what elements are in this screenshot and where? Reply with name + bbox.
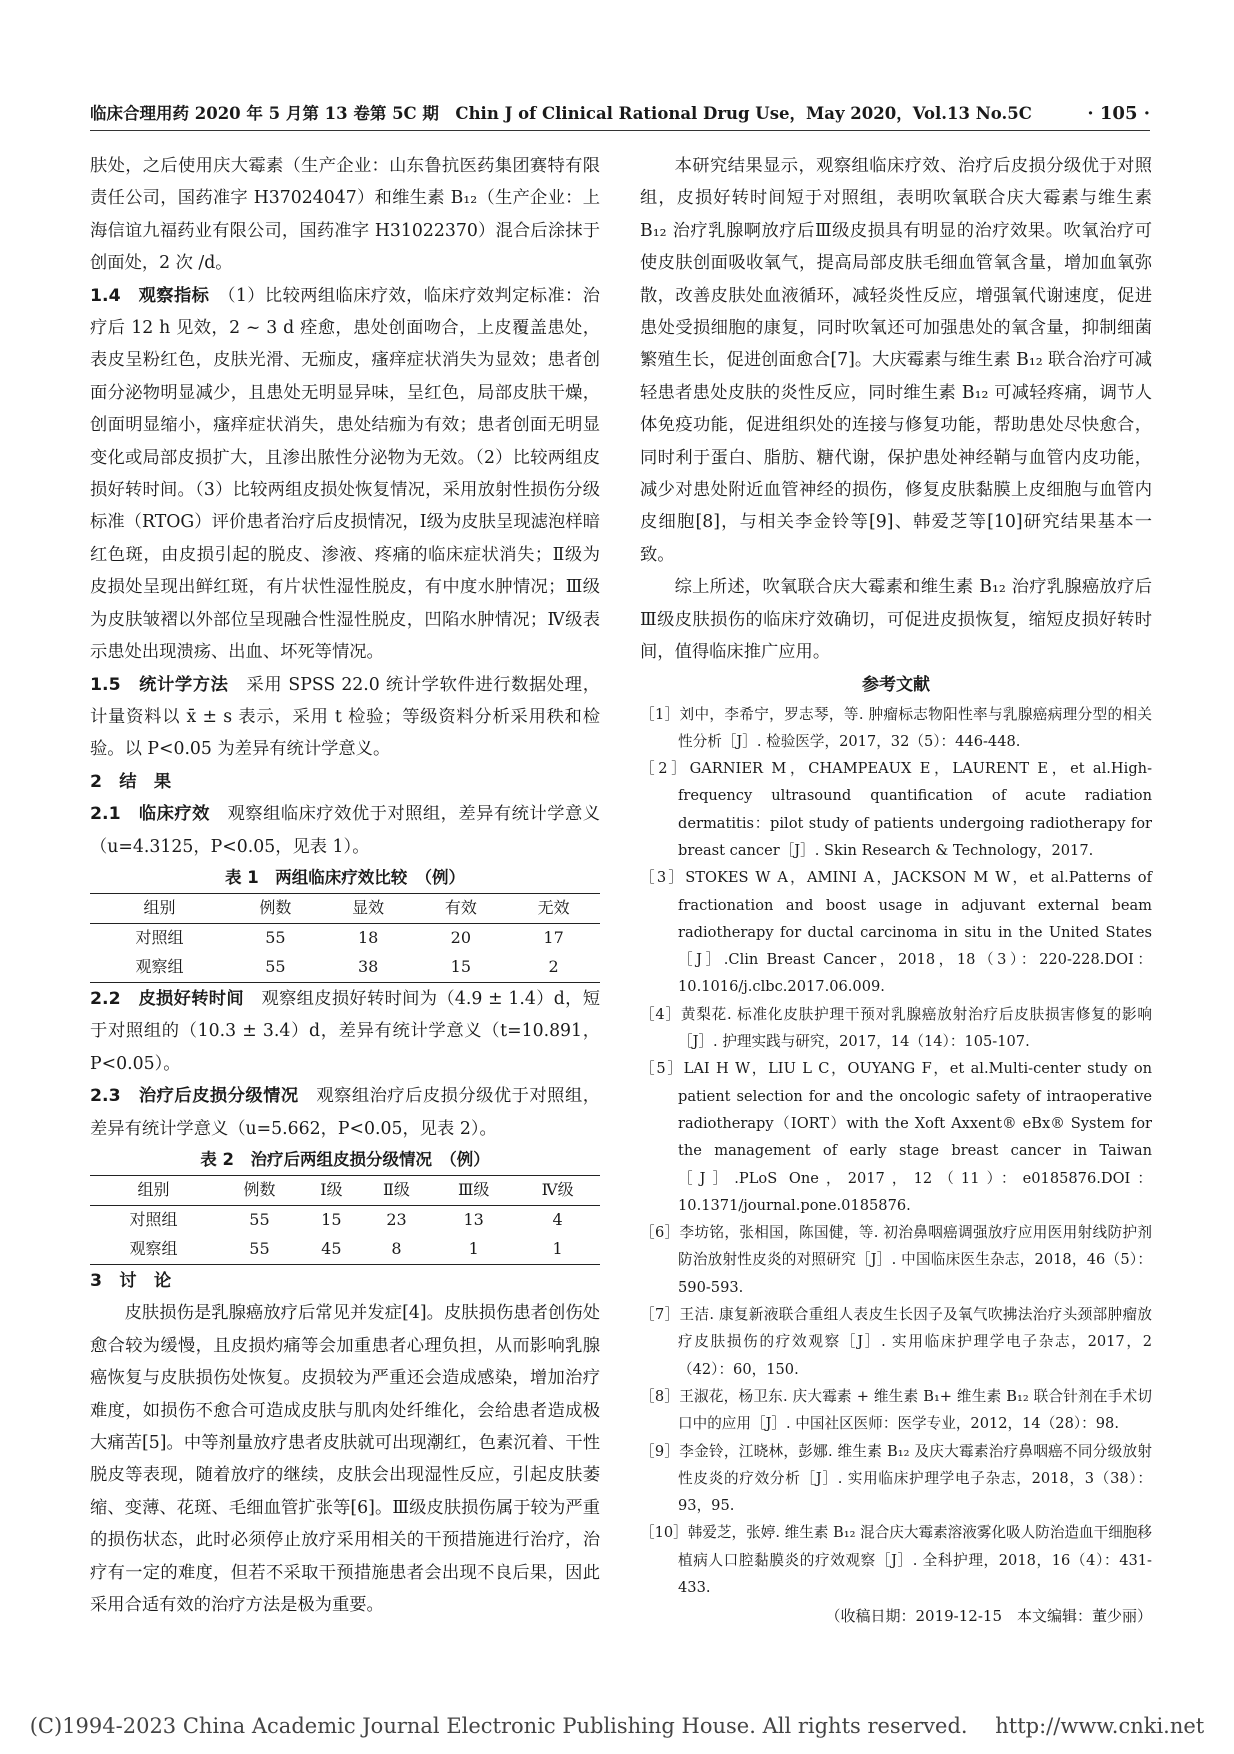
table-cell: 20 (450, 928, 472, 948)
discussion-paragraph: 本研究结果显示，观察组临床疗效、治疗后皮损分级优于对照组，皮损好转时间短于对照组，表明吹氧联合庆大霉素与维生素 B₁₂ 治疗乳腺啊放疗后Ⅲ级皮损具有明显的治疗效果。吹氧治疗可使皮肤创面吸收氧气，提高局部皮肤毛细血管氧含量，增加血氧弥散，改善皮肤处血液循环，减轻炎性反应，增强氧代谢速度，促进患处受损细胞的康复，同时吹氧还可加强患处的氧含量，抑制细菌繁殖生长，促进创面愈合[7]。大庆霉素与维生素 B₁₂ 联合治疗可减轻患者患处皮肤的炎性反应，同时维生素 B₁₂ 可减轻疼痛，调节人体免疫功能，促进组织处的连接与修复功能，帮助患处尽快愈合，同时利于蛋白、脂肪、糖代谢，保护患处神经鞘与血管内皮功能，减少对患处附近血管神经的损伤，修复皮肤黏膜上皮细胞与血管内皮细胞[8]，与相关李金铃等[9]、韩爱芝等[10]研究结果基本一致。 (640, 156, 1152, 565)
table-cell: 1 (468, 1239, 479, 1259)
table-2 (90, 1175, 600, 1265)
section-1-5-body: 采用 SPSS 22.0 统计学软件进行数据处理，计量资料以 x̄ ± s 表示，采用 t 检验；等级资料分析采用秩和检验。以 P<0.05 为差异有统计学意义。 (90, 674, 600, 760)
table-row (90, 953, 600, 983)
table-header-row (90, 1175, 600, 1205)
table-cell: 15 (450, 957, 472, 977)
references-title: 参考文献 (862, 674, 930, 695)
reference-item: ［10］韩爱芝，张婷. 维生素 B₁₂ 混合庆大霉素溶液雾化吸人防治造血干细胞移植病人口腔黏膜炎的疗效观察［J］. 全科护理，2018，16（4）：431-433. (640, 1524, 1152, 1596)
table-cell: 2 (548, 957, 559, 977)
table-1 (90, 893, 600, 983)
reference-item: ［6］李坊铭，张相国，陈国健，等. 初治鼻咽癌调强放疗应用医用射线防护剂防治放射性皮炎的对照研究［J］. 中国临床医生杂志，2018，46（5）：590-593. (640, 1224, 1152, 1296)
copyright-footer: (C)1994-2023 China Academic Journal Electronic Publishing House. All rights reserved. http://www.cnki.net (29, 1714, 1205, 1738)
method-paragraph: 肤处，之后使用庆大霉素（生产企业：山东鲁抗医药集团赛特有限责任公司，国药准字 H37024047）和维生素 B₁₂（生产企业：上海信谊九福药业有限公司，国药准字 H31022370）混合后涂抹于创面处，2 次 /d。 (90, 156, 600, 274)
table-header-cell: 例数 (217, 1175, 302, 1205)
right-column (640, 150, 1152, 1631)
table-header-cell: 显效 (322, 893, 415, 923)
table-header-cell: 无效 (507, 893, 600, 923)
table-cell: 4 (552, 1210, 563, 1230)
section-2-title: 2 结 果 (90, 771, 172, 792)
table-header-cell: Ⅰ级 (302, 1175, 361, 1205)
table-row (90, 923, 600, 953)
reference-item: ［8］王淑花，杨卫东. 庆大霉素 + 维生素 B₁+ 维生素 B₁₂ 联合针剂在手术切口中的应用［J］. 中国社区医师：医学专业，2012，14（28）：98. (640, 1387, 1152, 1433)
discussion-paragraph: 皮肤损伤是乳腺癌放疗后常见并发症[4]。皮肤损伤患者创伤处愈合较为缓慢，且皮损灼痛等会加重患者心理负担，从而影响乳腺癌恢复与皮肤损伤处恢复。皮损较为严重还会造成感染，增加治疗难度，如损伤不愈合可造成皮肤与肌肉处纤维化，会给患者造成极大痛苦[5]。中等剂量放疗患者皮肤就可出现潮红，色素沉着、干性脱皮等表现，随着放疗的继续，皮肤会出现湿性反应，引起皮肤萎缩、变薄、花斑、毛细血管扩张等[6]。Ⅲ级皮肤损伤属于较为严重的损伤状态，此时必须停止放疗采用相关的干预措施进行治疗，治疗有一定的难度，但若不采取干预措施患者会出现不良后果，因此采用合适有效的治疗方法是极为重要。 (90, 1303, 600, 1616)
table-cell: 对照组 (129, 1210, 178, 1230)
table-cell: 38 (357, 957, 379, 977)
section-2-2 (90, 983, 600, 1080)
reference-item: ［2］GARNIER M，CHAMPEAUX E，LAURENT E，et al.High-frequency ultrasound quantification of acute radiation dermatitis：pilot study of patients undergoing radiotherapy for breast cancer［J］. Skin Research & Technology，2017. (640, 760, 1152, 859)
table-header-cell: Ⅳ级 (515, 1175, 600, 1205)
section-2-3 (90, 1080, 600, 1145)
table-header-cell: 例数 (229, 893, 322, 923)
table-cell: 8 (391, 1239, 402, 1259)
table-cell: 观察组 (135, 957, 184, 977)
section-2-3-body: 观察组治疗后皮损分级优于对照组，差异有统计学意义（u=5.662，P<0.05，见表 2）。 (90, 1086, 600, 1139)
table-cell: 45 (321, 1239, 342, 1259)
reference-item: ［1］刘中，李希宁，罗志琴，等. 肿瘤标志物阳性率与乳腺癌病理分型的相关性分析［J］. 检验医学，2017，32（5）：446-448. (640, 705, 1152, 750)
table-header-cell: 组别 (90, 1175, 217, 1205)
section-1-4-body: （1）比较两组临床疗效，临床疗效判定标准：治疗后 12 h 见效，2 ~ 3 d 痊愈，患处创面吻合，上皮覆盖患处，表皮呈粉红色，皮肤光滑、无痂皮，瘙痒症状消失为显效；患者创面分泌物明显减少，且患处无明显异味，呈红色，局部皮肤干燥，创面明显缩小，瘙痒症状消失，患处结痂为有效；患者创面无明显变化或局部皮损扩大，且渗出脓性分泌物为无效。（2）比较两组皮损好转时间。（3）比较两组皮损处恢复情况，采用放射性损伤分级标准（RTOG）评价患者治疗后皮损情况，Ⅰ级为皮肤呈现滤泡样暗红色斑，由皮损引起的脱皮、渗液、疼痛的临床症状消失；Ⅱ级为皮损处呈现出鲜红斑，有片状性湿性脱皮，有中度水肿情况；Ⅲ级为皮肤皱褶以外部位呈现融合性湿性脱皮，凹陷水肿情况；Ⅳ级表示患处出现溃疡、出血、坏死等情况。 (90, 285, 600, 663)
table-cell: 1 (552, 1239, 563, 1259)
table-cell: 55 (249, 1239, 270, 1259)
section-2-1 (90, 798, 600, 863)
header-rule (90, 130, 1150, 131)
section-1-4 (90, 280, 600, 669)
section-2-2-body: 观察组皮损好转时间为（4.9 ± 1.4）d，短于对照组的（10.3 ± 3.4）d，差异有统计学意义（t=10.891，P<0.05）。 (90, 988, 600, 1074)
journal-header: 临床合理用药 2020 年 5 月第 13 卷第 5C 期 Chin J of Clinical Rational Drug Use，May 2020，Vol.13 No.5C (90, 104, 1032, 123)
reference-list (640, 701, 1152, 1602)
table-cell: 18 (357, 928, 379, 948)
reference-item: ［5］LAI H W，LIU L C，OUYANG F，et al.Multi-center study on patient selection for and the oncologic safety of intraoperative radiotherapy（IORT）with the Xoft Axxent® eBx® System for the management of early stage breast cancer in Taiwan［J］.PLoS One，2017，12（11）：e0185876.DOI：10.1371/journal.pone.0185876. (640, 1060, 1152, 1214)
table-cell: 17 (543, 928, 564, 948)
section-2-1-title: 2.1 临床疗效 (90, 804, 210, 825)
reference-item: ［9］李金铃，江晓林，彭娜. 维生素 B₁₂ 及庆大霉素治疗鼻咽癌不同分级放射性皮炎的疗效分析［J］. 实用临床护理学电子杂志，2018，3（38）：93，95. (640, 1442, 1152, 1515)
page-number: · 105 · (1087, 103, 1150, 124)
table-cell: 13 (463, 1210, 484, 1230)
table-header-cell: 组别 (90, 893, 229, 923)
table-cell: 55 (249, 1210, 270, 1230)
section-3-title: 3 讨 论 (90, 1270, 172, 1291)
reference-item: ［3］STOKES W A，AMINI A，JACKSON M W，et al.Patterns of fractionation and boost usage in adjuvant external beam radiotherapy for ductal carcinoma in situ in the United States［J］.Clin Breast Cancer，2018，18（3）：220-228.DOI：10.1016/j.clbc.2017.06.009. (640, 869, 1152, 996)
section-2-3-title: 2.3 治疗后皮损分级情况 (90, 1086, 299, 1107)
received-date: （收稿日期：2019-12-15 本文编辑：董少丽） (825, 1607, 1152, 1626)
table-1-caption: 表 1 两组临床疗效比较 （例） (225, 867, 465, 887)
reference-item: ［4］黄梨花. 标准化皮肤护理干预对乳腺癌放射治疗后皮肤损害修复的影响［J］. 护理实践与研究，2017，14（14）：105-107. (640, 1005, 1152, 1051)
section-1-4-title: 1.4 观察指标 (90, 285, 210, 306)
table-cell: 15 (321, 1210, 342, 1230)
running-header (90, 102, 1150, 126)
conclusion-paragraph: 综上所述，吹氧联合庆大霉素和维生素 B₁₂ 治疗乳腺癌放疗后Ⅲ级皮肤损伤的临床疗效确切，可促进皮损恢复，缩短皮损好转时间，值得临床推广应用。 (640, 577, 1152, 663)
table-header-cell: Ⅲ级 (432, 1175, 515, 1205)
table-cell: 23 (386, 1210, 407, 1230)
section-2-1-body: 观察组临床疗效优于对照组，差异有统计学意义（u=4.3125，P<0.05，见表 1）。 (90, 804, 600, 857)
table-header-cell: 有效 (415, 893, 508, 923)
table-row (90, 1205, 600, 1235)
left-column (90, 150, 600, 1621)
table-row (90, 1235, 600, 1265)
table-header-cell: Ⅱ级 (361, 1175, 432, 1205)
table-cell: 55 (265, 957, 286, 977)
reference-item: ［7］王洁. 康复新液联合重组人表皮生长因子及氧气吹拂法治疗头颈部肿瘤放疗皮肤损伤的疗效观察［J］. 实用临床护理学电子杂志，2017，2（42）：60，150. (640, 1306, 1152, 1378)
section-2-2-title: 2.2 皮损好转时间 (90, 988, 244, 1009)
table-cell: 55 (265, 928, 286, 948)
table-header-row (90, 893, 600, 923)
table-cell: 对照组 (135, 928, 184, 948)
table-cell: 观察组 (129, 1239, 178, 1259)
section-1-5 (90, 669, 600, 766)
section-1-5-title: 1.5 统计学方法 (90, 674, 229, 695)
table-2-caption: 表 2 治疗后两组皮损分级情况 （例） (200, 1149, 490, 1169)
